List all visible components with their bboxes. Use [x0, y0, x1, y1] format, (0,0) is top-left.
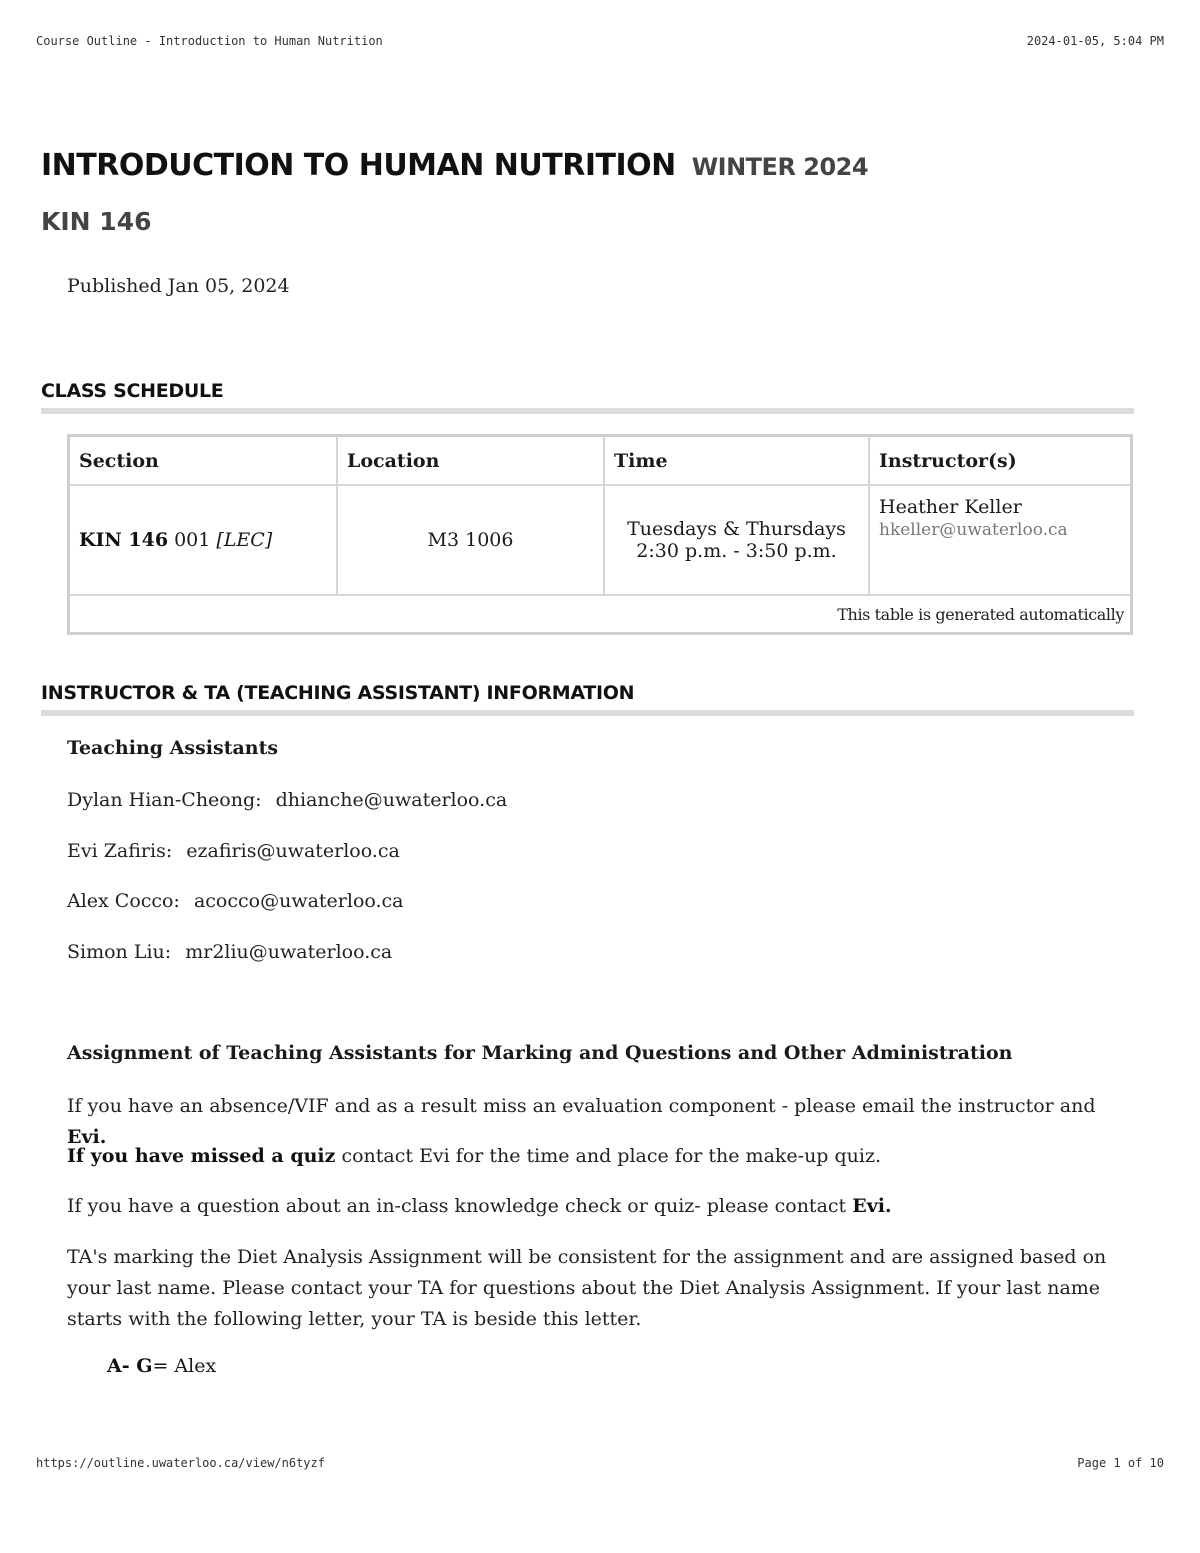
cell-time: [604, 485, 869, 595]
ta-email-link[interactable]: mr2liu@uwaterloo.ca: [185, 941, 393, 963]
ta-name: Simon Liu:: [67, 941, 172, 963]
page-url: https://outline.uwaterloo.ca/view/n6tyzf: [36, 1456, 325, 1470]
ta-assignment-subheading: Assignment of Teaching Assistants for Marking and Questions and Other Administration: [67, 1042, 1013, 1064]
cell-instructor: [869, 485, 1132, 595]
absence-text: If you have an absence/VIF and as a result miss an evaluation component - please email the instructor and: [67, 1095, 1096, 1117]
published-date: Published Jan 05, 2024: [67, 275, 290, 297]
page-number: Page 1 of 10: [1077, 1456, 1164, 1470]
quiz-question-contact: Evi.: [852, 1195, 892, 1217]
quiz-question-text: If you have a question about an in-class knowledge check or quiz- please contact: [67, 1195, 847, 1217]
section-type: [LEC]: [216, 529, 273, 551]
ta-entry: [67, 890, 404, 912]
print-header: [36, 34, 1164, 48]
table-footnote: This table is generated automatically: [69, 595, 1132, 634]
print-header-timestamp: 2024-01-05, 5:04 PM: [1026, 34, 1164, 48]
ta-name: Alex Cocco:: [67, 890, 180, 912]
missed-quiz-paragraph: [67, 1141, 1127, 1172]
cell-location: M3 1006: [337, 485, 604, 595]
column-header-instructors: Instructor(s): [869, 436, 1132, 486]
cell-section: [69, 485, 338, 595]
ta-subheading: Teaching Assistants: [67, 737, 279, 759]
print-header-title: Course Outline - Introduction to Human Nutrition: [36, 34, 383, 48]
column-header-location: Location: [337, 436, 604, 486]
instructor-ta-heading: INSTRUCTOR & TA (TEACHING ASSISTANT) INFORMATION: [41, 682, 1134, 716]
missed-quiz-lead: If you have missed a quiz: [67, 1145, 336, 1167]
letter-range: A- G: [107, 1355, 153, 1377]
table-header-row: [69, 436, 1132, 486]
ta-email-link[interactable]: ezafiris@uwaterloo.ca: [186, 840, 400, 862]
letter-ta: = Alex: [152, 1355, 217, 1377]
course-title: INTRODUCTION TO HUMAN NUTRITION: [41, 148, 676, 183]
absence-contact: Evi.: [67, 1126, 107, 1148]
class-schedule-heading: CLASS SCHEDULE: [41, 380, 1134, 414]
diet-analysis-paragraph: TA's marking the Diet Analysis Assignment will be consistent for the assignment and are assigned based on your last name. Please contact your TA for questions about the Diet Analysis Assignment. If your last name starts with the following letter, your TA is beside this letter.: [67, 1246, 1107, 1330]
ta-entry: [67, 789, 507, 811]
column-header-section: Section: [69, 436, 338, 486]
ta-name: Dylan Hian-Cheong:: [67, 789, 262, 811]
ta-email-link[interactable]: dhianche@uwaterloo.ca: [275, 789, 508, 811]
ta-entry: [67, 840, 400, 862]
instructor-email-link[interactable]: hkeller@uwaterloo.ca: [879, 520, 1068, 540]
course-term: WINTER 2024: [691, 153, 869, 181]
section-course: KIN 146: [79, 529, 169, 551]
table-row: [69, 485, 1132, 595]
ta-name: Evi Zafiris:: [67, 840, 173, 862]
time-days: Tuesdays & Thursdays: [627, 518, 846, 540]
print-footer: [36, 1456, 1164, 1470]
ta-email-link[interactable]: acocco@uwaterloo.ca: [193, 890, 404, 912]
time-hours: 2:30 p.m. - 3:50 p.m.: [636, 540, 837, 562]
missed-quiz-text: contact Evi for the time and place for the make-up quiz.: [341, 1145, 882, 1167]
ta-letter-assignment: [107, 1355, 216, 1377]
course-code: KIN 146: [41, 207, 152, 236]
ta-entry: [67, 941, 392, 963]
instructor-name: Heather Keller: [879, 496, 1022, 518]
column-header-time: Time: [604, 436, 869, 486]
section-number: 001: [174, 529, 211, 551]
page-title: [41, 148, 868, 183]
table-footnote-row: [69, 595, 1132, 634]
class-schedule-table: [67, 434, 1133, 635]
quiz-question-paragraph: [67, 1191, 1127, 1222]
